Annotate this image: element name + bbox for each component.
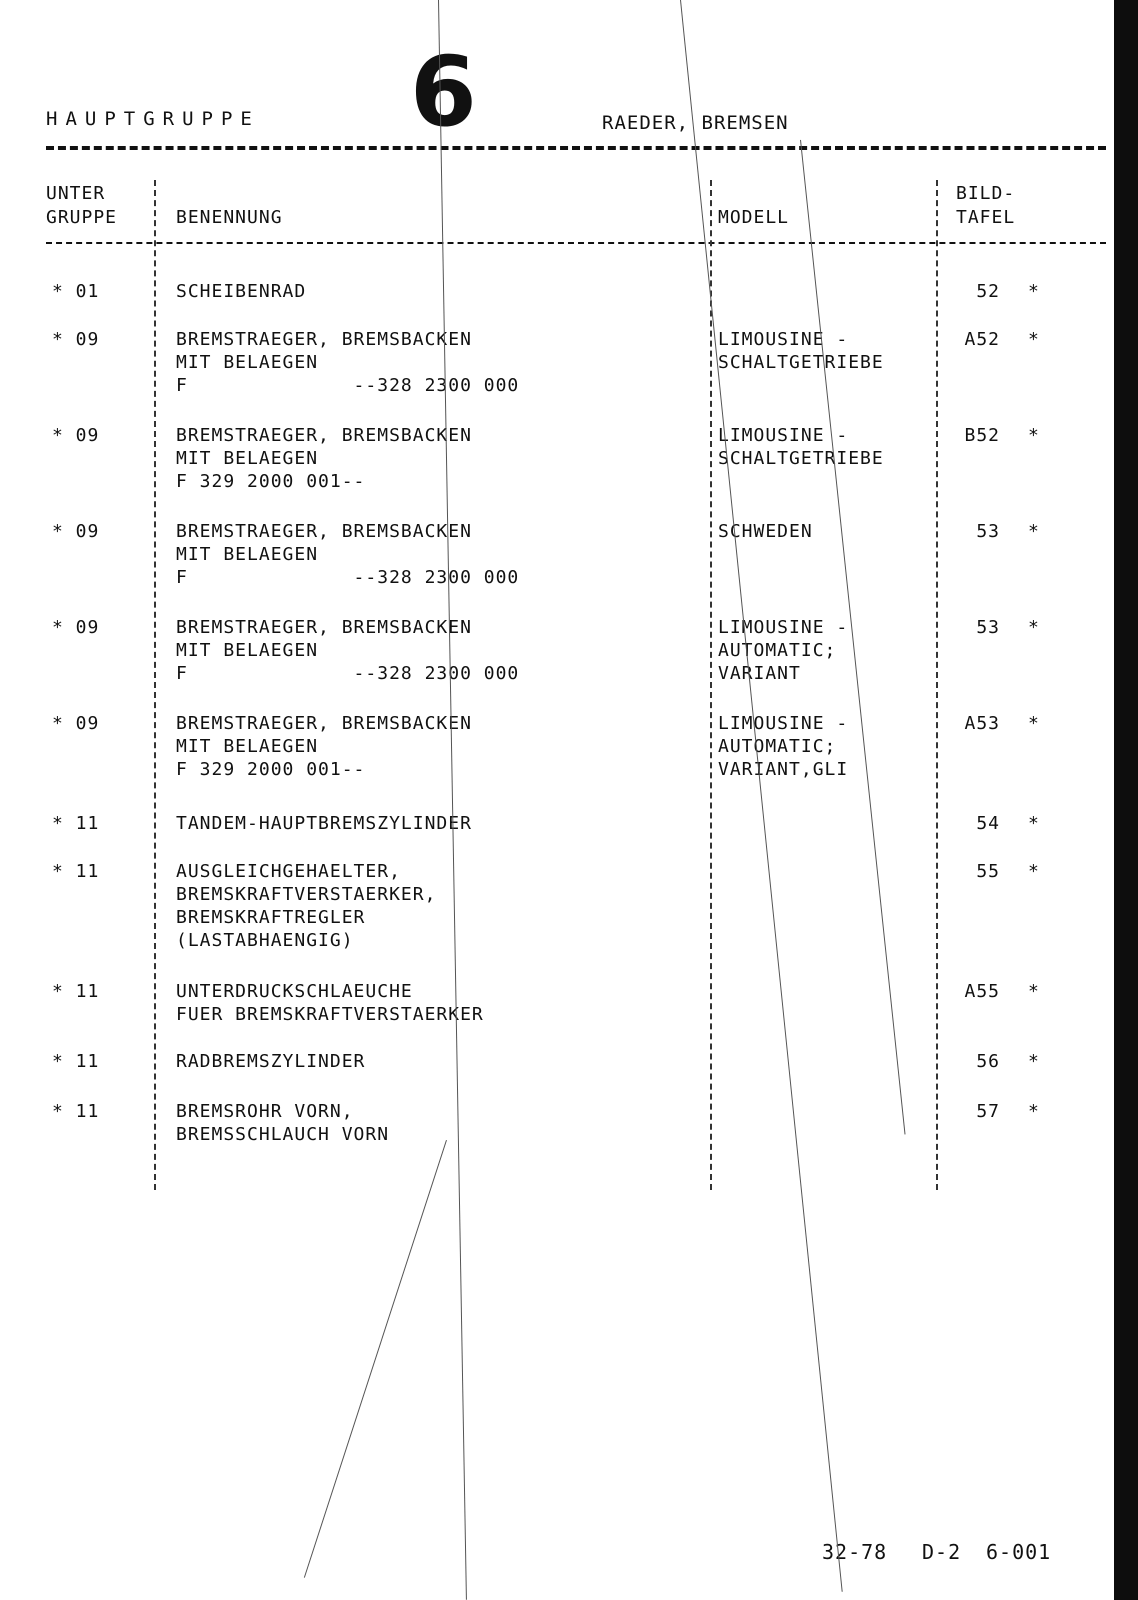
- benennung-line: BREMSTRAEGER, BREMSBACKEN: [176, 617, 472, 638]
- bildtafel-cell: 53: [976, 617, 1000, 638]
- asterisk-mark: *: [1028, 861, 1040, 882]
- benennung-line: BREMSKRAFTVERSTAERKER,: [176, 884, 437, 905]
- benennung-line: F --328 2300 000: [176, 663, 520, 684]
- asterisk-mark: *: [1028, 713, 1040, 734]
- bildtafel-cell: 53: [976, 521, 1000, 542]
- untergruppe-cell: * 09: [52, 521, 100, 542]
- modell-line: AUTOMATIC;: [718, 736, 837, 757]
- bildtafel-cell: 52: [976, 281, 1000, 302]
- benennung-line: MIT BELAEGEN: [176, 640, 319, 661]
- benennung-line: BREMSSCHLAUCH VORN: [176, 1124, 390, 1145]
- asterisk-mark: *: [1028, 1101, 1040, 1122]
- untergruppe-cell: * 11: [52, 1051, 100, 1072]
- untergruppe-cell: * 09: [52, 425, 100, 446]
- bildtafel-cell: A55: [964, 981, 1000, 1002]
- modell-cell: [718, 712, 848, 781]
- modell-line: AUTOMATIC;: [718, 640, 837, 661]
- col-header-unter: [46, 182, 117, 230]
- untergruppe-cell: * 11: [52, 861, 100, 882]
- asterisk-mark: *: [1028, 617, 1040, 638]
- benennung-cell: [176, 1050, 365, 1073]
- scan-scratch: [304, 1140, 447, 1578]
- benennung-line: BREMSKRAFTREGLER: [176, 907, 366, 928]
- group-label: HAUPTGRUPPE: [46, 108, 260, 130]
- asterisk-mark: *: [1028, 1051, 1040, 1072]
- modell-line: SCHALTGETRIEBE: [718, 352, 884, 373]
- benennung-line: BREMSTRAEGER, BREMSBACKEN: [176, 713, 472, 734]
- bildtafel-cell: 57: [976, 1101, 1000, 1122]
- benennung-line: FUER BREMSKRAFTVERSTAERKER: [176, 1004, 484, 1025]
- benennung-line: RADBREMSZYLINDER: [176, 1051, 366, 1072]
- asterisk-mark: *: [1028, 813, 1040, 834]
- untergruppe-cell: * 11: [52, 1101, 100, 1122]
- asterisk-mark: *: [1028, 329, 1040, 350]
- bildtafel-cell: A52: [964, 329, 1000, 350]
- modell-cell: [718, 424, 884, 470]
- asterisk-mark: *: [1028, 521, 1040, 542]
- col-header-unter-line1: UNTER: [46, 183, 106, 204]
- col-header-bildtafel: [956, 182, 1015, 230]
- benennung-line: MIT BELAEGEN: [176, 544, 319, 565]
- benennung-line: BREMSTRAEGER, BREMSBACKEN: [176, 329, 472, 350]
- modell-line: LIMOUSINE -: [718, 425, 849, 446]
- scan-scratch: [680, 0, 843, 1592]
- col-header-bild-line2: TAFEL: [956, 207, 1016, 228]
- col-header-modell: MODELL: [718, 207, 790, 228]
- modell-line: VARIANT,GLI: [718, 759, 849, 780]
- benennung-cell: [176, 520, 519, 589]
- benennung-cell: [176, 860, 436, 952]
- benennung-line: F --328 2300 000: [176, 567, 520, 588]
- asterisk-mark: *: [1028, 281, 1040, 302]
- untergruppe-cell: * 09: [52, 329, 100, 350]
- benennung-cell: [176, 712, 472, 781]
- column-header-divider: [46, 242, 1106, 244]
- modell-line: LIMOUSINE -: [718, 329, 849, 350]
- bildtafel-cell: A53: [964, 713, 1000, 734]
- group-number: 6: [410, 36, 477, 148]
- untergruppe-cell: * 09: [52, 713, 100, 734]
- benennung-cell: [176, 280, 306, 303]
- col-header-benennung: BENENNUNG: [176, 207, 283, 228]
- benennung-line: BREMSTRAEGER, BREMSBACKEN: [176, 425, 472, 446]
- scan-scratch: [438, 0, 467, 1600]
- benennung-line: MIT BELAEGEN: [176, 352, 319, 373]
- benennung-line: BREMSROHR VORN,: [176, 1101, 354, 1122]
- modell-line: SCHWEDEN: [718, 521, 813, 542]
- modell-cell: [718, 328, 884, 374]
- benennung-cell: [176, 424, 472, 493]
- bildtafel-cell: B52: [964, 425, 1000, 446]
- scan-edge: [1114, 0, 1138, 1600]
- benennung-line: BREMSTRAEGER, BREMSBACKEN: [176, 521, 472, 542]
- footer-date-code: 32-78: [822, 1540, 888, 1564]
- column-divider-3: [936, 180, 938, 1190]
- benennung-line: (LASTABHAENGIG): [176, 930, 354, 951]
- modell-line: VARIANT: [718, 663, 801, 684]
- section-title: RAEDER, BREMSEN: [602, 112, 789, 134]
- modell-cell: [718, 616, 848, 685]
- benennung-cell: [176, 616, 519, 685]
- bildtafel-cell: 55: [976, 861, 1000, 882]
- benennung-cell: [176, 1100, 389, 1146]
- asterisk-mark: *: [1028, 425, 1040, 446]
- benennung-cell: [176, 980, 484, 1026]
- untergruppe-cell: * 01: [52, 281, 100, 302]
- benennung-cell: [176, 328, 519, 397]
- header-divider: [46, 146, 1106, 150]
- asterisk-mark: *: [1028, 981, 1040, 1002]
- benennung-line: SCHEIBENRAD: [176, 281, 307, 302]
- benennung-line: F 329 2000 001--: [176, 759, 366, 780]
- col-header-unter-line2: GRUPPE: [46, 207, 118, 228]
- col-header-bild-line1: BILD-: [956, 183, 1016, 204]
- benennung-line: F 329 2000 001--: [176, 471, 366, 492]
- column-divider-2: [710, 180, 712, 1190]
- modell-line: SCHALTGETRIEBE: [718, 448, 884, 469]
- modell-line: LIMOUSINE -: [718, 713, 849, 734]
- benennung-line: MIT BELAEGEN: [176, 448, 319, 469]
- benennung-line: TANDEM-HAUPTBREMSZYLINDER: [176, 813, 472, 834]
- untergruppe-cell: * 11: [52, 813, 100, 834]
- benennung-line: AUSGLEICHGEHAELTER,: [176, 861, 401, 882]
- footer-page-code: 6-001: [986, 1540, 1052, 1564]
- bildtafel-cell: 54: [976, 813, 1000, 834]
- footer-doc-code: D-2: [922, 1540, 962, 1564]
- bildtafel-cell: 56: [976, 1051, 1000, 1072]
- column-divider-1: [154, 180, 156, 1190]
- benennung-line: MIT BELAEGEN: [176, 736, 319, 757]
- benennung-line: UNTERDRUCKSCHLAEUCHE: [176, 981, 413, 1002]
- benennung-cell: [176, 812, 472, 835]
- untergruppe-cell: * 09: [52, 617, 100, 638]
- untergruppe-cell: * 11: [52, 981, 100, 1002]
- benennung-line: F --328 2300 000: [176, 375, 520, 396]
- modell-line: LIMOUSINE -: [718, 617, 849, 638]
